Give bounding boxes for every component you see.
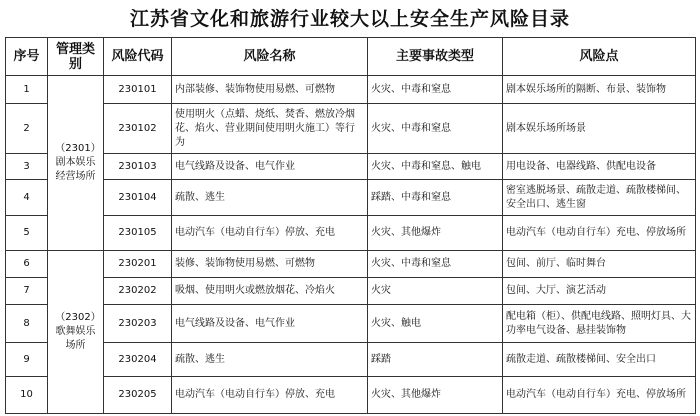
category-cell: [48, 76, 104, 251]
row-accident: 踩踏: [368, 343, 503, 377]
row-code: 230202: [104, 278, 172, 305]
row-no: 1: [6, 76, 48, 104]
row-point: 包间、前厅、临时舞台: [503, 251, 696, 278]
row-point: 剧本娱乐场所场景: [503, 104, 696, 154]
row-accident: 火灾、中毒和窒息: [368, 104, 503, 154]
row-code: 230203: [104, 305, 172, 343]
row-name: 吸烟、使用明火或燃放烟花、冷焰火: [172, 278, 368, 305]
row-code: 230101: [104, 76, 172, 104]
row-accident: 火灾、中毒和窒息: [368, 251, 503, 278]
row-name: 内部装修、装饰物使用易燃、可燃物: [172, 76, 368, 104]
header-point: 风险点: [503, 38, 696, 76]
header-no: 序号: [6, 38, 48, 76]
row-point: 疏散走道、疏散楼梯间、安全出口: [503, 343, 696, 377]
row-name: 电动汽车（电动自行车）停放、充电: [172, 377, 368, 414]
category-cell: [48, 251, 104, 414]
row-accident: 火灾、中毒和窒息、触电: [368, 154, 503, 180]
row-no: 4: [6, 180, 48, 216]
header-accident: 主要事故类型: [368, 38, 503, 76]
header-category: 管理类别: [48, 38, 104, 76]
table-row: [6, 154, 696, 180]
row-code: 230102: [104, 104, 172, 154]
row-accident: 踩踏、中毒和窒息: [368, 180, 503, 216]
row-name: 电气线路及设备、电气作业: [172, 305, 368, 343]
table-row: [6, 251, 696, 278]
row-point: 剧本娱乐场所的隔断、布景、装饰物: [503, 76, 696, 104]
row-code: 230205: [104, 377, 172, 414]
row-point: 电动汽车（电动自行车）充电、停放场所: [503, 377, 696, 414]
header-name: 风险名称: [172, 38, 368, 76]
table-row: [6, 180, 696, 216]
header-code: 风险代码: [104, 38, 172, 76]
row-code: 230103: [104, 154, 172, 180]
table-row: [6, 377, 696, 414]
row-name: 装修、装饰物使用易燃、可燃物: [172, 251, 368, 278]
category-label: （2302）歌舞娱乐场所: [55, 312, 96, 351]
row-code: 230105: [104, 216, 172, 251]
row-accident: 火灾、触电: [368, 305, 503, 343]
row-name: 电气线路及设备、电气作业: [172, 154, 368, 180]
category-label: （2301）剧本娱乐经营场所: [55, 143, 96, 182]
row-no: 2: [6, 104, 48, 154]
row-point: 密室逃脱场景、疏散走道、疏散楼梯间、安全出口、逃生窗: [503, 180, 696, 216]
row-no: 9: [6, 343, 48, 377]
row-code: 230201: [104, 251, 172, 278]
row-name: 使用明火（点蜡、烧纸、焚香、燃放冷烟花、焰火、营业期间使用明火施工）等行为: [172, 104, 368, 154]
row-no: 5: [6, 216, 48, 251]
row-point: 包间、大厅、演艺活动: [503, 278, 696, 305]
row-no: 7: [6, 278, 48, 305]
table-row: [6, 305, 696, 343]
row-point: 配电箱（柜）、供配电线路、照明灯具、大功率电气设备、悬挂装饰物: [503, 305, 696, 343]
row-no: 6: [6, 251, 48, 278]
row-name: 疏散、逃生: [172, 180, 368, 216]
row-name: 疏散、逃生: [172, 343, 368, 377]
row-no: 10: [6, 377, 48, 414]
row-name: 电动汽车（电动自行车）停放、充电: [172, 216, 368, 251]
row-no: 3: [6, 154, 48, 180]
row-no: 8: [6, 305, 48, 343]
table-row: [6, 343, 696, 377]
table-row: [6, 104, 696, 154]
row-point: 用电设备、电器线路、供配电设备: [503, 154, 696, 180]
row-code: 230104: [104, 180, 172, 216]
table-row: [6, 216, 696, 251]
risk-table: [5, 37, 696, 414]
row-point: 电动汽车（电动自行车）充电、停放场所: [503, 216, 696, 251]
row-accident: 火灾、其他爆炸: [368, 377, 503, 414]
header-row: [6, 38, 696, 76]
row-accident: 火灾: [368, 278, 503, 305]
row-accident: 火灾、其他爆炸: [368, 216, 503, 251]
table-row: [6, 278, 696, 305]
row-accident: 火灾、中毒和窒息: [368, 76, 503, 104]
row-code: 230204: [104, 343, 172, 377]
table-row: [6, 76, 696, 104]
page-title: 江苏省文化和旅游行业较大以上安全生产风险目录: [129, 8, 570, 30]
